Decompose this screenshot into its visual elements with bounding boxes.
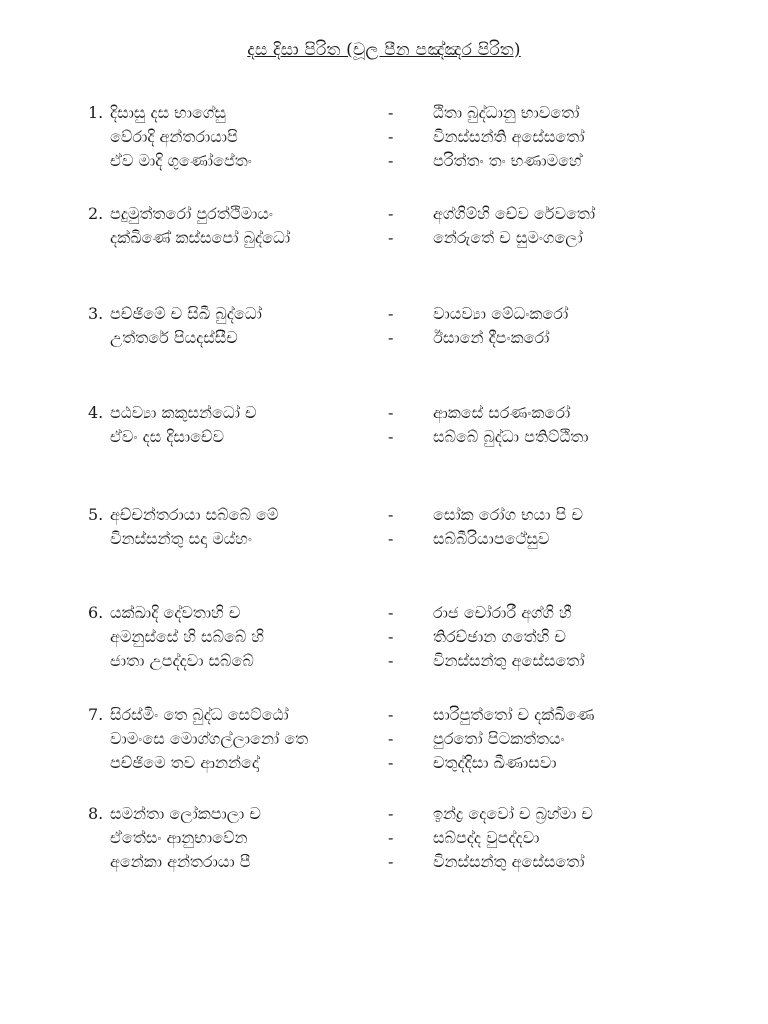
verse-number: 5.: [88, 505, 104, 524]
verse-separator: -: [388, 753, 394, 772]
verse-5: [88, 503, 688, 551]
verse-line-right: පරිත්තං තං භණාමහේ: [433, 151, 582, 170]
verse-line: [88, 527, 688, 551]
verse-line-right: තිරච්ඡාන ගතේහි ච: [433, 627, 566, 646]
verse-separator: -: [388, 228, 394, 247]
verse-4: [88, 401, 688, 449]
verse-line-right: නේරුතේ ච සුමංගලෝ: [433, 228, 583, 247]
verse-2: [88, 202, 688, 250]
verse-separator: -: [388, 403, 394, 422]
verse-7: [88, 703, 688, 775]
verse-separator: -: [388, 204, 394, 223]
verse-separator: -: [388, 603, 394, 622]
verse-line-left: ජාතා උපද්දවා සබ්බේ: [110, 651, 254, 670]
verse-6: [88, 601, 688, 673]
verse-line-left: ඒවං දස දිසාචේව: [110, 427, 225, 446]
verse-line-right: සෝක රෝග භයා පි ච: [433, 505, 583, 524]
verse-separator: -: [388, 627, 394, 646]
verse-line-left: සිරස්මිං තෙ බුද්ධ සෙට්ඨෝ: [110, 705, 289, 724]
verse-line: [88, 425, 688, 449]
verse-line: [88, 850, 688, 874]
verse-line-left: යක්ඛාදි දේවතාහි ච: [110, 603, 241, 622]
verse-line-left: විනස්සන්තු සදා මය්හං: [110, 529, 252, 548]
verse-line: [88, 649, 688, 673]
page-title: දස දිසා පිරිත (චූල පීන පඤ්ඤර පිරිත): [247, 40, 521, 60]
verse-line-left: පඨව්‍යා කකුසන්ධෝ ච: [110, 403, 257, 422]
verse-separator: -: [388, 852, 394, 871]
verse-line-right: ඊසානේ දීපංකරෝ: [433, 328, 550, 347]
verse-line: [88, 401, 688, 425]
verse-separator: -: [388, 705, 394, 724]
verse-separator: -: [388, 828, 394, 847]
verse-line: [88, 625, 688, 649]
verse-number: 6.: [88, 603, 104, 622]
verse-line-left: දිසාසු දස භාගේසු: [110, 103, 226, 122]
verse-line: [88, 226, 688, 250]
verse-line-right: පුරතෝ පිටකත්තයං: [433, 729, 565, 748]
verse-line-right: වායව්‍යා මේධංකරෝ: [433, 304, 569, 323]
verse-3: [88, 302, 688, 350]
verse-number: 2.: [88, 204, 104, 223]
verse-8: [88, 802, 688, 874]
verse-number: 1.: [88, 103, 104, 122]
verse-number: 4.: [88, 403, 104, 422]
verse-line-left: දක්ඛිණේ කස්සපෝ බුද්ධෝ: [110, 228, 291, 247]
verse-separator: -: [388, 103, 394, 122]
verse-separator: -: [388, 127, 394, 146]
verse-separator: -: [388, 529, 394, 548]
verse-line-left: වාමංසෙ මොග්ගල්ලානෝ තෙ: [110, 729, 309, 748]
verse-line-left: ඒතේසං ආනුභාවේන: [110, 828, 248, 847]
verse-line: [88, 703, 688, 727]
verse-number: 3.: [88, 304, 104, 323]
verse-line: [88, 326, 688, 350]
verse-line: [88, 601, 688, 625]
verse-separator: -: [388, 304, 394, 323]
verse-line: [88, 503, 688, 527]
verse-line-right: විනස්සන්තු අසේසතෝ: [433, 651, 585, 670]
verse-line-left: පදුමුත්තරෝ පුරත්ථිමායං: [110, 204, 273, 223]
verse-line-left: ඒව මාදි ගුණෝපේතං: [110, 151, 252, 170]
verse-line-left: උත්තරේ පියදස්සීච: [110, 328, 238, 347]
verse-separator: -: [388, 651, 394, 670]
verse-line-right: සබ්බේ බුද්ධා පතිට්ඨිතා: [433, 427, 589, 446]
verse-line-right: සාරිපුත්තෝ ච දක්ඛිණෙ: [433, 705, 595, 724]
verse-separator: -: [388, 427, 394, 446]
verse-line-left: පච්ඡිමෙ තව ආනන්දෝ: [110, 753, 259, 772]
verse-line-left: අමනුස්සේ හි සබ්බේ හි: [110, 627, 264, 646]
verse-separator: -: [388, 151, 394, 170]
verse-line-right: සබ්බීරියාපථේසුව: [433, 529, 550, 548]
verse-separator: -: [388, 328, 394, 347]
verse-line-right: විනස්සන්ති අසේසතෝ: [433, 127, 585, 146]
verse-number: 7.: [88, 705, 104, 724]
verse-line: [88, 802, 688, 826]
verse-line: [88, 202, 688, 226]
verse-line-left: අච්චන්තරායා සබ්බේ මේ: [110, 505, 279, 524]
verse-line-right: ඨිතා බුද්ධානු භාවතෝ: [433, 103, 580, 122]
verse-line-left: සමන්තා ලෝකපාලා ච: [110, 804, 261, 823]
verse-line-left: පච්ඡිමේ ච සිඛී බුද්ධෝ: [110, 304, 262, 323]
verse-line-right: විනස්සන්තු අසේසතෝ: [433, 852, 585, 871]
verse-separator: -: [388, 804, 394, 823]
verse-line-right: අග්ගිම්හි චේව රේවතෝ: [433, 204, 596, 223]
verse-line: [88, 125, 688, 149]
verse-line: [88, 149, 688, 173]
verse-line-left: වේරාදි අන්තරායාපි: [110, 127, 238, 146]
verse-line-left: අනේකා අන්තරායා පී: [110, 852, 251, 871]
verse-line: [88, 826, 688, 850]
verse-line-right: ඉන්ද්‍ර දෙවෝ ච බ්‍රහ්මා ච: [433, 804, 593, 823]
verse-line-right: රාජ චෝරාරී අග්ගි හී: [433, 603, 572, 622]
verse-number: 8.: [88, 804, 104, 823]
verse-1: [88, 101, 688, 173]
verse-line: [88, 101, 688, 125]
verse-line-right: චතුද්දිසා ඛීණාසවා: [433, 753, 557, 772]
verse-separator: -: [388, 505, 394, 524]
verse-separator: -: [388, 729, 394, 748]
verse-line: [88, 302, 688, 326]
verse-line: [88, 751, 688, 775]
verse-line-right: ආකසේ සරණංකරෝ: [433, 403, 571, 422]
verse-line: [88, 727, 688, 751]
verse-line-right: සබ්පද්ද වුපද්දවා: [433, 828, 540, 847]
